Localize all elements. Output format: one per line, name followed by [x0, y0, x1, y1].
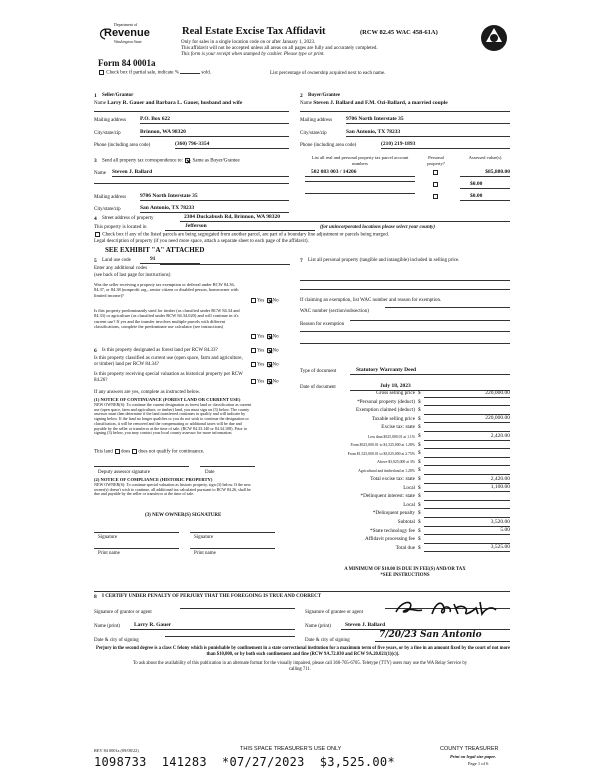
- corr-label: Send all property tax correspondence to:: [102, 158, 183, 164]
- calc-label: Local: [403, 484, 415, 491]
- calc-dollar: $: [418, 441, 421, 448]
- yes-label: Yes: [257, 379, 265, 385]
- calc-value: 5.00: [500, 527, 510, 534]
- buyer-number: 2: [300, 93, 303, 99]
- does-checkbox[interactable]: [115, 449, 120, 454]
- name-grantee-label: Name (print): [305, 624, 331, 629]
- segregated-note: Check box if any of the listed parcels are being segregated from another parcel, are part of a boundary line adjustment or parcels being merged.: [102, 232, 389, 238]
- calc-dollar: $: [418, 458, 421, 465]
- corr-city-label: City/state/zip: [94, 207, 121, 212]
- land-qualify-row: [94, 449, 204, 456]
- seller-name: Larry R. Gauer and Barbara L. Gauer, husband and wife: [107, 100, 243, 106]
- calc-dollar: $: [418, 398, 421, 405]
- calc-value: 3,520.00: [490, 518, 510, 525]
- tax-calculation: [300, 390, 510, 560]
- minimum-note: A MINIMUM OF $10.00 IS DUE IN FEE(S) AND/OR TAX: [344, 567, 466, 572]
- parcel-col3-header: Assessed value(s): [468, 155, 502, 160]
- section5-q2-answer: [250, 334, 279, 341]
- county-treasurer: COUNTY TREASURER: [440, 746, 499, 752]
- section5-q1-answer: [250, 298, 279, 305]
- calc-dollar: $: [418, 467, 421, 474]
- q1-yes-checkbox[interactable]: [251, 298, 256, 303]
- hp-heading: (2) NOTICE OF COMPLIANCE (HISTORIC PROPERTY): [94, 477, 213, 482]
- buyer-phone: (210) 219-1893: [381, 141, 510, 149]
- parcel-number-2: [305, 181, 415, 182]
- form-statute: (RCW 82.45 WAC 458-61A): [360, 29, 438, 36]
- calc-row: [300, 485, 510, 494]
- partial-sale-suffix: sold.: [201, 70, 211, 76]
- calc-label: Gross selling price: [376, 390, 415, 396]
- buyer-mailing-label: Mailing address: [300, 118, 333, 123]
- property-number: 4: [94, 216, 97, 222]
- doc-date-label: Date of document: [300, 385, 336, 390]
- doc-date: July 18, 2023: [350, 383, 510, 391]
- calc-label: Total excise tax: state: [370, 476, 415, 482]
- name-grantor-label: Name (print): [94, 624, 120, 629]
- no-label: No: [272, 379, 279, 385]
- calc-label: Local: [403, 501, 415, 508]
- s6q1-yes-checkbox[interactable]: [251, 348, 256, 353]
- corr-row: [102, 158, 240, 165]
- s6q1-no-checkbox[interactable]: [267, 348, 272, 353]
- no-label: No: [272, 298, 279, 304]
- q2-yes-checkbox[interactable]: [251, 334, 256, 339]
- calc-label: Less than $525,000.01 at 1.1%: [368, 434, 415, 439]
- logo-line3: Washington State: [114, 39, 142, 44]
- parcel-value-2: $0.00: [460, 181, 510, 189]
- property-located-label: This property is located in: [94, 225, 147, 230]
- same-as-buyer-checkbox[interactable]: [185, 158, 190, 163]
- date-grantee-label: Date & city of signing: [305, 638, 350, 643]
- certify-text: I CERTIFY UNDER PENALTY OF PERJURY THAT THE FOREGOING IS TRUE AND CORRECT: [102, 594, 322, 599]
- section5-q2: Is this property predominantly used for timber (as classified under RCW 84.34 and 84.33) or agriculture (as classified under RCW 84.34.020) and will continue in it's current use? If yes and the transfer involves multiple parcels with different classifications, complete the predominate use calculator (see instructions): [94, 308, 240, 329]
- calc-row: [300, 450, 510, 459]
- hp-text: NEW OWNER(S): To continue special valuation as historic property, sign (3) below. If the new owner(s) doesn't wish to continue, all additional tax calculated pursuant to RCW 84.26, shall be due and payable by the seller or transferor at the time of sale.: [94, 482, 251, 497]
- calc-dollar: $: [418, 536, 421, 543]
- seller-city: Brinnon, WA 98320: [140, 129, 289, 137]
- s6q3-yes-checkbox[interactable]: [251, 379, 256, 384]
- perjury-text: Perjury in the second degree is a class C felony which is punishable by confinement in a state correctional institution for a maximum term of five years, or by a fine in an amount fixed by the court of not more than $10,000, or by both such confinement and fine (RCW 9A.72.030 and RCW 9A.20.021(1)(c)).: [96, 646, 510, 657]
- rev-number: REV 84 0001a (09/08/22): [94, 748, 139, 753]
- section6-q1: Is this property designated as forest land per RCW 84.33?: [102, 348, 218, 353]
- calc-value: 220,000.00: [485, 389, 510, 396]
- parcel-number-1: 502 083 003 / 14206: [305, 169, 415, 177]
- calc-dollar: $: [418, 407, 421, 414]
- calc-value: 1,100.00: [490, 484, 510, 491]
- calc-dollar: $: [418, 527, 421, 534]
- calc-dollar: $: [418, 519, 421, 525]
- calc-dollar: $: [418, 424, 421, 431]
- header-note3: This form is your receipt when stamped by cashier. Please type or print.: [181, 52, 325, 57]
- segregated-checkbox[interactable]: [95, 232, 100, 237]
- land-use-label: Land use code: [102, 258, 131, 263]
- calc-dollar: $: [418, 501, 421, 508]
- calc-label: Above $3,025,000 at 3%: [377, 460, 415, 465]
- parcel-personal-checkbox-1[interactable]: [433, 170, 438, 175]
- date-grantor-label: Date & city of signing: [94, 638, 139, 643]
- calc-label: Excise tax: state: [381, 424, 415, 431]
- seller-phone-label: Phone (including area code): [94, 143, 151, 148]
- buyer-name: Steven J. Ballard and F.M. Ozi-Ballard, a married couple: [313, 100, 448, 106]
- deputy-date-label: Date: [205, 470, 215, 475]
- same-as-label: Same as Buyer/Grantee: [192, 158, 240, 164]
- legal-note: Legal description of property (if you need more space, attach a separate sheet to each page of the affidavit).: [94, 239, 309, 244]
- calc-label: *Personal property (deduct): [357, 398, 415, 405]
- calc-dollar: $: [418, 544, 421, 551]
- cashier-stamp: 1098733 141283 *07/27/2023 $3,525.00*: [94, 755, 395, 769]
- yes-label: Yes: [257, 362, 265, 368]
- calc-value: 2,420.00: [490, 475, 510, 482]
- form-number: Form 84 0001a: [98, 58, 156, 68]
- doc-type: Statutory Warranty Deed: [350, 367, 510, 375]
- owner-sig-1-label: Signature: [98, 535, 118, 540]
- form-title: Real Estate Excise Tax Affidavit: [182, 26, 326, 37]
- section8-number: 8: [94, 594, 97, 600]
- print-note: Print on legal size paper.: [450, 754, 496, 759]
- calc-row: [300, 528, 510, 537]
- calc-dollar: $: [418, 415, 421, 422]
- owner-print-2-label: Print name: [194, 551, 216, 556]
- land-use-code: 91: [140, 256, 200, 264]
- property-located: Jefferson: [165, 223, 315, 231]
- calc-label: Subtotal: [397, 519, 415, 525]
- name-grantor: Larry R. Gauer: [130, 622, 295, 630]
- circular-logo-icon: [480, 24, 508, 52]
- property-located-note: (for unincorporated locations please select your county): [320, 225, 435, 230]
- section6-q2: Is this property classified as current use (open space, farm and agriculture, or timber) land per RCW 84.34?: [94, 356, 243, 367]
- see-instructions: *SEE INSTRUCTIONS: [380, 573, 430, 578]
- partial-sale-row: [98, 70, 211, 77]
- section6-q1-answer: [250, 348, 279, 355]
- calc-value: 220,000.00: [485, 415, 510, 422]
- back-note: (see back of last page for instructions): [94, 273, 171, 278]
- q2-no-checkbox[interactable]: [267, 334, 272, 339]
- s6q2-no-checkbox[interactable]: [267, 362, 272, 367]
- calc-row: [300, 442, 510, 451]
- accessibility-text: To ask about the availability of this publication in an alternate format for the visually impaired, please call 360-705-6705. Teletype (TTY) users may use the WA Relay Service by calling 711.: [132, 661, 468, 672]
- calc-row: [300, 459, 510, 468]
- logo-line1: Department of: [114, 22, 138, 27]
- treasurer-use: THIS SPACE TREASURER'S USE ONLY: [240, 746, 342, 752]
- seller-city-label: City/state/zip: [94, 131, 121, 136]
- partial-sale-checkbox[interactable]: [99, 70, 104, 75]
- buyer-name-label: Name: [300, 101, 312, 106]
- q1-no-checkbox[interactable]: [267, 298, 272, 303]
- section5-q1: Was the seller receiving a property tax exemption or deferral under RCW 84.36, 84.37, or 84.38 (nonprofit org., senior citizen or disabled person, homeowner with limited income)?: [94, 282, 239, 298]
- name-grantee: Steven J. Ballard: [341, 622, 510, 630]
- personal-property-label: List all personal property (tangible and intangible) included in selling price.: [308, 258, 460, 263]
- parcel-number-3: [305, 193, 415, 194]
- partial-sale-label: Check box if partial sale, indicate %: [106, 70, 179, 76]
- calc-row: [300, 399, 510, 408]
- owner-sig-2-label: Signature: [194, 535, 214, 540]
- new-owner-sig-heading: (3) NEW OWNER(S) SIGNATURE: [145, 513, 222, 518]
- calc-value: 3,525.00: [490, 544, 510, 551]
- ownership-note: List percentage of ownership acquired next to each name.: [270, 71, 386, 76]
- any-yes-note: If any answers are yes, complete as instructed below.: [94, 390, 201, 395]
- exempt-label: If claiming an exemption, list WAC number and reason for exemption.: [300, 298, 442, 303]
- calc-label: Taxable selling price: [371, 415, 415, 422]
- additional-codes-label: Enter any additional codes: [94, 266, 148, 271]
- grantee-signature-icon: [392, 598, 502, 618]
- calc-dollar: $: [418, 493, 421, 500]
- section6-number: 6: [94, 348, 97, 354]
- yes-label: Yes: [257, 348, 265, 354]
- land-label: This land: [94, 449, 113, 455]
- calc-label: Affidavit processing fee: [364, 536, 415, 543]
- does-not-label: does not qualify for continuance.: [138, 449, 205, 455]
- calc-row: [300, 545, 510, 554]
- section7-number: 7: [300, 258, 303, 264]
- s6q3-no-checkbox[interactable]: [267, 379, 272, 384]
- calc-dollar: $: [418, 433, 421, 439]
- parcel-col1-header: List all real and personal property tax parcel account numbers: [311, 155, 409, 166]
- seller-name-row: [94, 100, 289, 107]
- calc-dollar: $: [418, 510, 421, 517]
- calc-row: [300, 433, 510, 442]
- seller-number: 1: [94, 93, 97, 99]
- parcel-value-3: $0.00: [460, 193, 510, 201]
- page-number: Page 1 of 6: [468, 761, 489, 766]
- yes-label: Yes: [257, 334, 265, 340]
- buyer-city-label: City/state/zip: [300, 131, 327, 136]
- no-label: No: [272, 348, 279, 354]
- no-label: No: [272, 334, 279, 340]
- calc-label: *Delinquent interest: state: [360, 493, 415, 500]
- calc-label: From $525,000.01 to $1,525,000 at 1.28%: [350, 443, 415, 448]
- calc-label: *State technology fee: [370, 527, 415, 534]
- wac-label: WAC number (section/subsection): [300, 309, 369, 314]
- calc-label: Exemption claimed (deduct): [355, 407, 415, 414]
- calc-dollar: $: [418, 476, 421, 482]
- calc-dollar: $: [418, 450, 421, 457]
- sig-grantor-label: Signature of grantor or agent: [94, 610, 152, 615]
- corr-mailing-label: Mailing address: [94, 195, 127, 200]
- logo-line2: Revenue: [104, 27, 150, 39]
- section6-q3: Is this property receiving special valuation as historical property per RCW 84.26?: [94, 372, 243, 383]
- calc-dollar: $: [418, 484, 421, 491]
- calc-dollar: $: [418, 390, 421, 396]
- deputy-sig-label: Deputy assessor signature: [98, 470, 150, 475]
- corr-name: Steven J. Ballard: [112, 169, 289, 177]
- logo-swoosh-icon: [98, 28, 106, 40]
- seller-heading: Seller/Grantor: [102, 93, 134, 98]
- buyer-mailing: 9706 North Interstate 35: [346, 116, 510, 124]
- header-note1: Only for sales in a single location code on or after January 1, 2023.: [181, 40, 316, 45]
- owner-print-1-label: Print name: [98, 551, 120, 556]
- exhibit-a: SEE EXHIBIT "A" ATTACHED: [105, 246, 205, 254]
- dor-logo: [98, 22, 174, 58]
- s6q2-yes-checkbox[interactable]: [251, 362, 256, 367]
- corr-mailing: 9706 North Interstate 35: [140, 193, 289, 201]
- doc-type-label: Type of document: [300, 369, 337, 374]
- calc-label: Agricultural and timberland at 1.28%: [358, 468, 415, 473]
- reason-label: Reason for exemption: [300, 322, 345, 327]
- property-street: 2304 Duckabush Rd, Brinnon, WA 98320: [180, 214, 510, 222]
- parcel-personal-checkbox-2[interactable]: [433, 182, 438, 187]
- seller-mailing: P.O. Box 622: [140, 116, 289, 124]
- segregated-row: [94, 232, 389, 239]
- calc-label: Total due: [395, 544, 415, 551]
- corr-city: San Antonio, TX 78233: [140, 205, 289, 213]
- yes-label: Yes: [257, 298, 265, 304]
- calc-label: From $1,525,000.01 to $3,025,000 at 2.75%: [347, 451, 415, 456]
- corr-name-label: Name: [94, 171, 106, 176]
- seller-phone: (360) 796-3354: [175, 141, 289, 149]
- does-not-checkbox[interactable]: [132, 449, 137, 454]
- header-note2: This affidavit will not be accepted unless all areas on all pages are fully and accurately completed.: [181, 46, 378, 51]
- calc-label: *Delinquent penalty: [372, 510, 415, 517]
- no-label: No: [272, 362, 279, 368]
- parcel-col2-header: Personal property?: [427, 155, 445, 166]
- section6-q2-answer: [250, 362, 279, 369]
- date-grantee: 7/20/23 San Antonio: [375, 630, 510, 642]
- calc-row: [300, 390, 510, 399]
- parcel-value-1: $85,880.00: [460, 169, 510, 177]
- sig-grantee-label: Signature of grantee or agent: [305, 610, 364, 615]
- cu-text: NEW OWNER(S): To continue the current designation as forest land or classification as current use (open space, farm and agriculture, or timber) land, you must sign on (3) below. The county assessor must then determine if the land transferred continues to qualify and will indicate by signing below. If the land no longer qualifies or you do not wish to continue the designation or classification, it will be removed and the compensating or additional taxes will be due and payable by the seller or transferor at the time of sale. (RCW 84.33.140 or 84.34.108). Prior to signing (3) below, you may contact your local county assessor for more information.: [94, 402, 252, 436]
- calc-row: [300, 416, 510, 425]
- seller-mailing-label: Mailing address: [94, 118, 127, 123]
- section5-number: 5: [94, 258, 97, 264]
- section6-q3-answer: [250, 379, 279, 386]
- seller-name-label: Name: [94, 101, 106, 106]
- does-label: does: [121, 449, 131, 455]
- buyer-city: San Antonio, TX 78233: [346, 129, 510, 137]
- buyer-phone-label: Phone (including area code): [300, 143, 357, 148]
- parcel-personal-checkbox-3[interactable]: [433, 194, 438, 199]
- calc-row: [300, 493, 510, 502]
- buyer-name-row: [300, 100, 510, 107]
- property-street-label: Street address of property: [102, 216, 154, 221]
- calc-row: [300, 502, 510, 511]
- buyer-heading: Buyer/Grantee: [308, 93, 340, 98]
- cu-heading: (1) NOTICE OF CONTINUANCE (FOREST LAND OR CURRENT USE): [94, 397, 241, 402]
- corr-number: 3: [94, 158, 97, 164]
- calc-value: 2,420.00: [490, 432, 510, 439]
